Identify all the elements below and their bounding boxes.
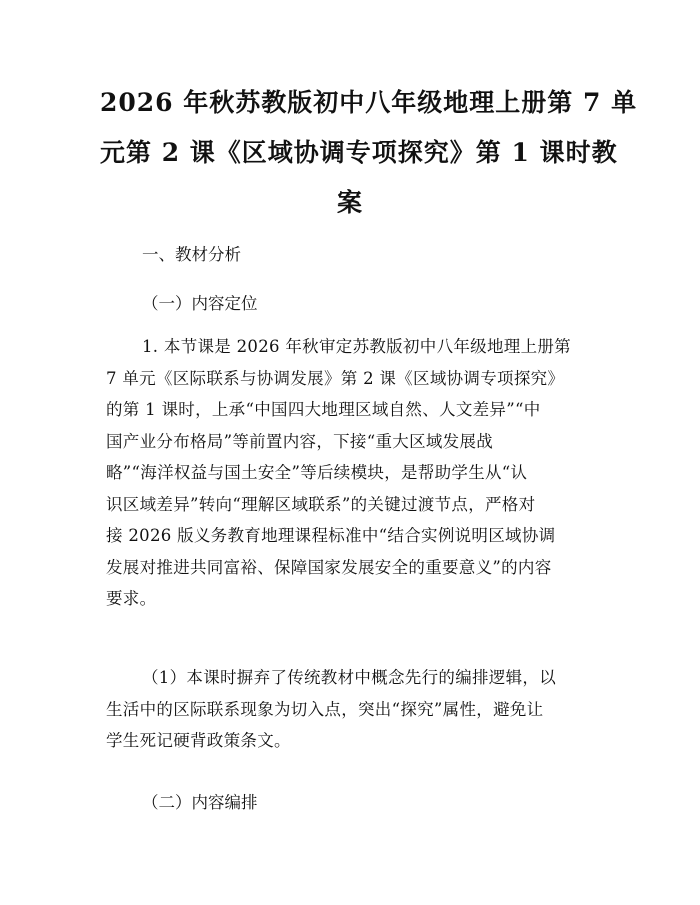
paragraph-line: 7 单元《区际联系与协调发展》第 2 课《区域协调专项探究》: [106, 368, 565, 388]
paragraph-line: 接 2026 版义务教育地理课程标准中“结合实例说明区域协调: [106, 526, 556, 545]
section-heading-textbook-analysis: 一、教材分析: [142, 245, 241, 264]
paragraph-line: 国产业分布格局”等前置内容，下接“重大区域发展战: [106, 431, 494, 451]
paragraph-line: 略”“海洋权益与国土安全”等后续模块，是帮助学生从“认: [106, 463, 528, 482]
paragraph-line: （1）本课时摒弃了传统教材中概念先行的编排逻辑，以: [142, 668, 556, 687]
paragraph-line: 1. 本节课是 2026 年秋审定苏教版初中八年级地理上册第: [142, 337, 571, 356]
subsection-heading-content-arrangement: （二）内容编排: [142, 793, 258, 812]
paragraph-line: 的第 1 课时，上承“中国四大地理区域自然、人文差异”“中: [106, 400, 541, 419]
subsection-heading-content-positioning: （一）内容定位: [142, 294, 258, 313]
paragraph-line: 要求。: [106, 589, 157, 608]
title-line-2: 元第 2 课《区域协调专项探究》第 1 课时教: [100, 138, 618, 167]
paragraph-line: 学生死记硬背政策条文。: [106, 731, 291, 750]
paragraph-teaching-approach: [106, 662, 602, 757]
document-title: [100, 78, 638, 228]
title-line-3: 案: [336, 188, 363, 217]
paragraph-line: 识区域差异”转向“理解区域联系”的关键过渡节点，严格对: [106, 494, 536, 514]
paragraph-line: 发展对推进共同富裕、保障国家发展安全的重要意义”的内容: [106, 557, 552, 577]
title-line-1: 2026 年秋苏教版初中八年级地理上册第 7 单: [100, 88, 638, 117]
paragraph-line: 生活中的区际联系现象为切入点，突出“探究”属性，避免让: [106, 699, 544, 719]
paragraph-content-positioning: [106, 331, 602, 615]
